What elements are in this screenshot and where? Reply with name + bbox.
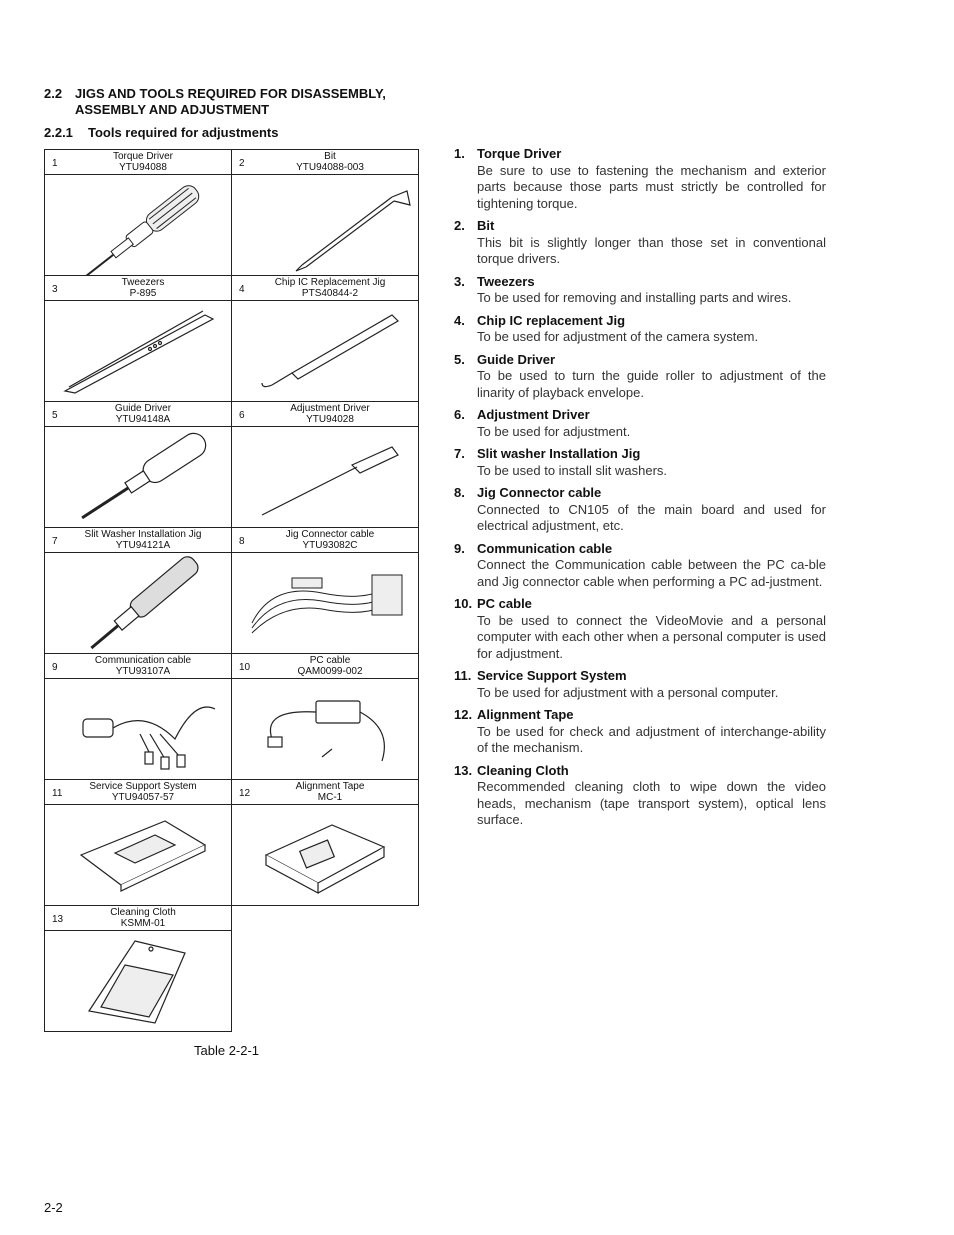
- tool-index: 7: [52, 536, 58, 547]
- tool-name: Alignment Tape: [295, 781, 365, 792]
- tool-index: 9: [52, 662, 58, 673]
- tool-index: 8: [239, 536, 245, 547]
- tool-index: 11: [52, 788, 63, 799]
- tool-name: Jig Connector cable: [285, 529, 375, 540]
- item-description: Connect the Communication cable between the PC ca-ble and Jig connector cable when performing a PC ad-justment.: [477, 557, 826, 589]
- item-description: Connected to CN105 of the main board and used for electrical adjustment, etc.: [477, 501, 826, 533]
- item-number: 5.: [454, 351, 465, 367]
- list-item: [454, 218, 826, 268]
- item-title: PC cable: [477, 596, 532, 611]
- item-title: Adjustment Driver: [477, 407, 590, 422]
- item-description: To be used for adjustment with a personal computer.: [477, 684, 779, 700]
- tool-part: QAM0099-002: [297, 666, 363, 677]
- list-item: [454, 407, 826, 440]
- jig-connector-cable-illustration: [232, 553, 418, 653]
- communication-cable-illustration: [45, 679, 231, 779]
- tool-cell-6: [232, 402, 419, 427]
- page-number: 2-2: [44, 1200, 63, 1215]
- tool-name: Guide Driver: [114, 403, 172, 414]
- item-description: To be used for removing and installing parts and wires.: [477, 290, 792, 305]
- tool-part: PTS40844-2: [301, 288, 359, 299]
- list-item: [454, 596, 826, 662]
- tool-cell-7: [45, 528, 232, 553]
- item-number: 11.: [454, 668, 472, 683]
- chip-ic-jig-illustration: [232, 301, 418, 401]
- tool-descriptions: [454, 146, 826, 835]
- adjustment-driver-illustration: [232, 427, 418, 527]
- item-title: Alignment Tape: [477, 707, 574, 722]
- tool-cell-9: [45, 654, 232, 679]
- table-caption: Table 2-2-1: [194, 1043, 260, 1058]
- slit-washer-jig-illustration: [45, 553, 231, 653]
- list-item: [454, 313, 826, 346]
- tool-name: Communication cable: [94, 655, 192, 666]
- pc-cable-illustration: [232, 679, 418, 779]
- tool-index: 12: [239, 788, 251, 799]
- tool-index: 6: [239, 410, 245, 421]
- item-title: Guide Driver: [477, 351, 556, 367]
- item-number: 8.: [454, 485, 465, 500]
- tool-index: 2: [239, 158, 245, 169]
- tool-part: YTU94088-003: [296, 162, 364, 173]
- list-item: [454, 446, 826, 479]
- section-number: 2.2: [44, 86, 63, 101]
- subsection-title: Tools required for adjustments: [88, 125, 279, 140]
- item-number: 12.: [454, 707, 473, 722]
- item-description: Be sure to use to fastening the mechanism and exterior parts because those parts must strictly be controlled for tightening torque.: [477, 162, 826, 211]
- list-item: [454, 707, 826, 757]
- tool-index: 13: [52, 914, 64, 925]
- section-title-line2: ASSEMBLY AND ADJUSTMENT: [75, 102, 270, 117]
- item-number: 6.: [454, 407, 465, 422]
- torque-driver-illustration: [45, 175, 231, 275]
- alignment-tape-illustration: [232, 805, 418, 905]
- tool-cell-13: [45, 906, 232, 931]
- list-item: [454, 146, 826, 212]
- floppy-disk-illustration: [45, 805, 231, 905]
- item-number: 9.: [454, 540, 465, 556]
- tool-name: Service Support System: [89, 781, 197, 792]
- list-item: [454, 763, 826, 829]
- tool-index: 10: [239, 662, 251, 673]
- item-title: Chip IC replacement Jig: [477, 312, 626, 328]
- item-title: Cleaning Cloth: [477, 762, 569, 778]
- item-number: 3.: [454, 273, 465, 289]
- item-description: To be used to turn the guide roller to adjustment of the linarity of playback envelope.: [477, 368, 826, 400]
- tool-name: PC cable: [309, 655, 351, 666]
- tool-part: YTU94057-57: [111, 792, 175, 803]
- section-heading: [44, 86, 444, 118]
- tool-part: YTU94148A: [115, 414, 171, 425]
- tool-name: Adjustment Driver: [290, 403, 370, 414]
- tool-name: Tweezers: [121, 277, 165, 288]
- item-description: To be used for adjustment of the camera system.: [477, 329, 759, 344]
- item-title: Tweezers: [477, 273, 535, 289]
- tool-part: P-895: [129, 288, 157, 299]
- tool-cell-1: [45, 150, 232, 175]
- tool-cell-5: [45, 402, 232, 427]
- list-item: [454, 352, 826, 402]
- tool-part: MC-1: [317, 792, 343, 803]
- item-description: To be used to connect the VideoMovie and a personal computer with each other when a personal computer is used for adjustment.: [477, 612, 826, 661]
- subsection-heading: [44, 125, 278, 140]
- item-title: Service Support System: [477, 668, 627, 683]
- item-title: Torque Driver: [477, 146, 562, 161]
- item-title: Slit washer Installation Jig: [477, 446, 641, 461]
- tweezers-illustration: [45, 301, 231, 401]
- item-number: 13.: [454, 762, 473, 778]
- tool-index: 1: [52, 158, 58, 169]
- cleaning-cloth-illustration: [45, 931, 231, 1031]
- tool-name: Chip IC Replacement Jig: [274, 277, 386, 288]
- bit-illustration: [232, 175, 418, 275]
- item-description: Recommended cleaning cloth to wipe down the video heads, mechanism (tape transport system), optical lens surface.: [477, 779, 826, 827]
- item-number: 4.: [454, 312, 465, 328]
- tool-index: 3: [52, 284, 58, 295]
- item-title: Bit: [477, 218, 495, 233]
- tool-name: Cleaning Cloth: [110, 907, 176, 918]
- tool-cell-4: [232, 276, 419, 301]
- section-title-line1: JIGS AND TOOLS REQUIRED FOR DISASSEMBLY,: [75, 86, 386, 101]
- tool-part: YTU94121A: [115, 540, 171, 551]
- item-description: To be used for adjustment.: [477, 423, 631, 439]
- list-item: [454, 274, 826, 307]
- list-item: [454, 541, 826, 591]
- tool-part: YTU93107A: [115, 666, 171, 677]
- tools-table: [44, 149, 419, 1032]
- item-number: 2.: [454, 218, 465, 233]
- tool-cell-11: [45, 780, 232, 805]
- tool-name: Bit: [324, 151, 336, 162]
- tool-part: KSMM-01: [120, 918, 166, 929]
- guide-driver-illustration: [45, 427, 231, 527]
- item-number: 1.: [454, 146, 465, 161]
- subsection-number: 2.2.1: [44, 125, 73, 140]
- item-title: Communication cable: [477, 540, 613, 556]
- tool-cell-3: [45, 276, 232, 301]
- item-number: 10.: [454, 596, 473, 611]
- tool-name: Slit Washer Installation Jig: [84, 529, 202, 540]
- item-title: Jig Connector cable: [477, 485, 602, 500]
- item-number: 7.: [454, 446, 465, 461]
- tool-index: 5: [52, 410, 58, 421]
- tool-cell-10: [232, 654, 419, 679]
- tool-index: 4: [239, 284, 245, 295]
- item-description: To be used for check and adjustment of interchange-ability of the mechanism.: [477, 723, 826, 755]
- tool-cell-8: [232, 528, 419, 553]
- item-description: This bit is slightly longer than those set in conventional torque drivers.: [477, 234, 826, 266]
- tool-name: Torque Driver: [112, 151, 174, 162]
- list-item: [454, 668, 826, 701]
- tool-cell-2: [232, 150, 419, 175]
- tool-part: YTU94088: [119, 162, 167, 173]
- tool-cell-12: [232, 780, 419, 805]
- item-description: To be used to install slit washers.: [477, 462, 668, 478]
- list-item: [454, 485, 826, 535]
- tool-part: YTU93082C: [302, 540, 358, 551]
- tool-part: YTU94028: [306, 414, 354, 425]
